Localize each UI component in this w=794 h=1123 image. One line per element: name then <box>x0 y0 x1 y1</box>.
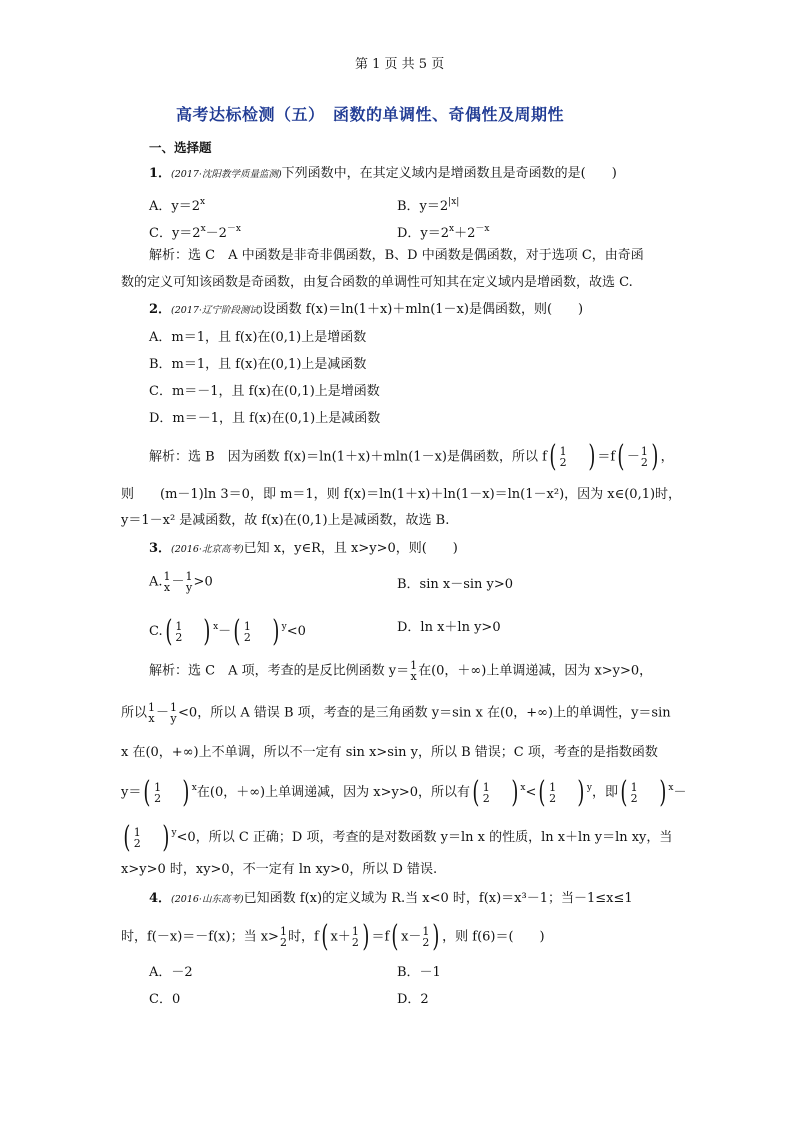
q1-solution-line-1: 解析：选 C A 中函数是非奇非偶函数，B、D 中函数是偶函数，对于选项 C，由奇函 <box>149 248 644 263</box>
q3-option-c: C.( 1 2 ) $^x$－( 1 2 ) $^y$<0 <box>149 613 306 649</box>
page-header: 第 1 页 共 5 页 <box>355 57 445 72</box>
q2-solution-line-1: 解析：选 B 因为函数 f(x)＝ln(1＋x)＋mln(1－x)是偶函数，所以 f( 1 2 ) ＝f( － 1 2 ) ， <box>149 439 674 474</box>
q4-option-a: A．－2 <box>149 965 193 980</box>
question-source: (2017·辽宁阶段测试) <box>171 305 263 316</box>
q1-option-a: A．$y=2^x$ <box>149 197 206 214</box>
question-4-stem: 4．(2016·山东高考)已知函数 f(x)的定义域为 R.当 x<0 时，f(x)＝x³－1；当－1≤x≤1 <box>149 891 633 906</box>
q1-option-b: B．$y=2^{|x|}$ <box>397 197 460 214</box>
q3-solution-line-3: x 在(0，+∞)上不单调，所以不一定有 sin x>sin y，所以 B 错误；C 项，考查的是指数函数 <box>121 745 658 760</box>
q1-solution-line-2: 数的定义可知该函数是奇函数，由复合函数的单调性可知其在定义域内是增函数，故选 C. <box>121 275 633 290</box>
q3-option-d: D．ln x＋ln y>0 <box>397 620 501 635</box>
q1-option-c: C．$y=2^x-2^{-x}$ <box>149 224 241 241</box>
q2-option-b: B．m＝1，且 f(x)在(0,1)上是减函数 <box>149 357 367 372</box>
question-1-stem <box>149 166 617 183</box>
q2-option-d: D．m＝－1，且 f(x)在(0,1)上是减函数 <box>149 411 381 426</box>
q3-option-a: A. 1 x － 1 y >0 <box>149 570 213 594</box>
q3-option-b: B．sin x－sin y>0 <box>397 577 514 592</box>
q1-option-d: D．$y=2^x+2^{-x}$ <box>397 224 490 241</box>
q3-solution-line-2: 所以 1 x － 1 y <0，所以 A 错误 B 项，考查的是三角函数 y＝sin x 在(0，+∞)上的单调性，y＝sin <box>121 701 671 725</box>
question-source: (2016·北京高考) <box>171 544 244 555</box>
q4-option-b: B．－1 <box>397 965 441 980</box>
q4-option-c: C．0 <box>149 992 181 1007</box>
question-2-stem: 2．(2017·辽宁阶段测试)设函数 f(x)＝ln(1＋x)＋mln(1－x)是偶函数，则( ) <box>149 302 584 317</box>
q2-option-c: C．m＝－1，且 f(x)在(0,1)上是增函数 <box>149 384 380 399</box>
q3-solution-line-6: x>y>0 时，xy>0，不一定有 ln xy>0，所以 D 错误. <box>121 862 438 877</box>
question-number: 1． <box>149 166 172 181</box>
q2-solution-line-3: y＝1－x² 是减函数，故 f(x)在(0,1)上是减函数，故选 B. <box>121 513 450 528</box>
question-text: 下列函数中，在其定义域内是增函数且是奇函数的是( ) <box>281 166 617 181</box>
q3-solution-line-4: y＝( 1 2 ) $^x$在(0，＋∞)上单调递减，因为 x>y>0，所以有( 1 2 ) $^x$<( 1 2 ) $^y$，即( 1 2 ) $^x$－ <box>121 774 687 810</box>
question-3-stem: 3．(2016·北京高考)已知 x，y∈R，且 x>y>0，则( ) <box>149 541 458 556</box>
page-title: 高考达标检测（五） 函数的单调性、奇偶性及周期性 <box>176 105 565 124</box>
q3-solution-line-1: 解析：选 C A 项，考查的是反比例函数 y＝ 1 x 在(0，＋∞)上单调递减，因为 x>y>0， <box>149 659 653 683</box>
q2-solution-line-2: 则 (m－1)ln 3＝0，即 m＝1，则 f(x)＝ln(1＋x)＋ln(1－x)＝ln(1－x²)，因为 x∈(0,1)时， <box>121 487 682 502</box>
question-4-line-2: 时，f(－x)＝－f(x)；当 x> 1 2 时，f( x＋ 1 2 ) ＝f( x－ 1 2 ) ，则 f(6)＝( ) <box>121 919 545 954</box>
q2-option-a: A．m＝1，且 f(x)在(0,1)上是增函数 <box>149 330 367 345</box>
question-source: (2017·沈阳教学质量监测) <box>171 169 282 180</box>
q3-solution-line-5: ( 1 2 ) $^y$<0，所以 C 正确；D 项，考查的是对数函数 y＝ln x 的性质，ln x＋ln y＝ln xy，当 <box>123 819 673 855</box>
section-heading: 一、选择题 <box>149 140 212 155</box>
q4-option-d: D．2 <box>397 992 429 1007</box>
question-source: (2016·山东高考) <box>171 894 244 905</box>
